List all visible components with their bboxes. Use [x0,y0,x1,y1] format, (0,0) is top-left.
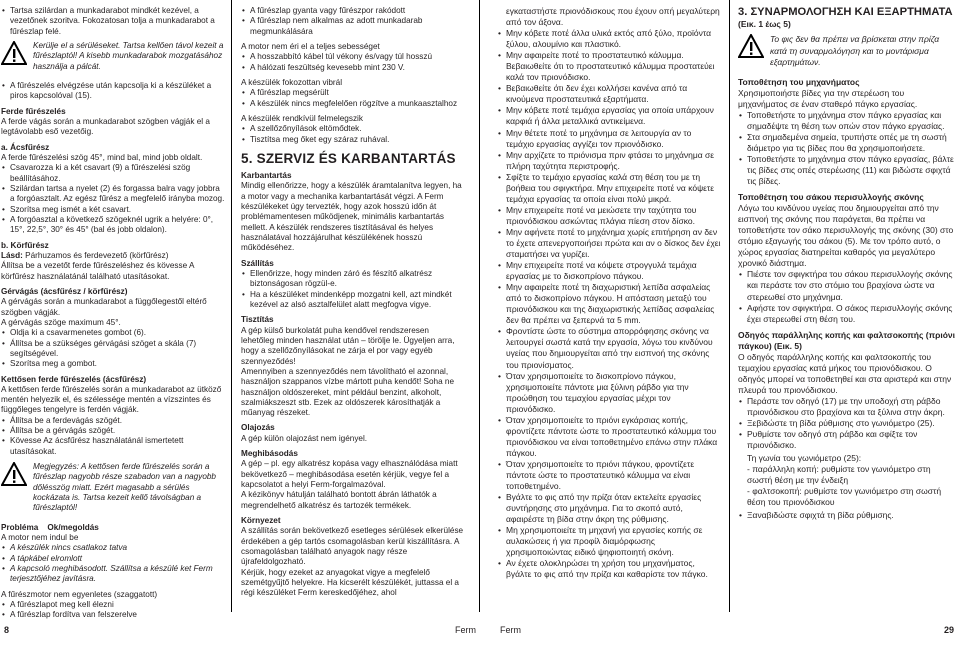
section-heading: a. Ácsfűrész [1,142,50,152]
list-item: • Τοποθετήστε το μηχάνημα στον πάγκο εργασίας και σημαδέψτε τη θέση των οπών στον πάγκο εργασίας. [738,110,956,132]
list-item: • Kövesse Az ácsfűrész használatánál ismertetett utasításokat. [1,436,225,457]
warning-note [1,462,225,517]
section-heading: Τοποθέτηση του μηχανήματος [738,76,860,87]
list-item: • A készülék nincs megfelelően rögzítve a munkaasztalhoz [241,99,464,109]
list-item: • Μην επιχειρείτε ποτέ να κόψετε στρογγυλά τεμάχια εργασίας με το δισκοπρίονο πάγκου. [497,260,721,282]
list-item: • A forgóasztal a következő szögeknél ugrik a helyére: 0°, 15°, 22,5°, 30° és 45° (bal és jobb oldalon). [1,215,225,236]
list-item: • Όταν χρησιμοποιείτε το δισκοπρίονο πάγκου, χρησιμοποιείτε πάντοτε μια ξύλινη ράβδο για την προώθηση του τεμαχίου εργασίας μέχρι τον πριονόδισκο. [497,371,721,415]
chapter-title: 3. ΣΥΝΑΡΜΟΛΟΓΗΣΗ ΚΑΙ ΕΞΑΡΤΗΜΑΤΑ [738,6,953,18]
list-item: • Ha a készüléket mindenképp mozgatni kell, azt mindkét kezével az alsó asztalfelület alatt megfogva vigye. [241,290,464,311]
section-heading: Olajozás [241,423,275,433]
paragraph: Ο οδηγός παράλληλης κοπής και φαλτσοκοπής του τεμαχίου εργασίας κατά μήκος του πριονόδισκου. Ο οδηγός μπορεί να τοποθετηθεί και στα αριστερά και στην πλευρά του πριονόδισκου. [738,351,952,395]
column-4 [738,6,956,523]
paragraph: A ferde vágás során a munkadarabot szögben vágják el a legtávolabb eső vezetőig. [1,116,210,137]
list-item: - φαλτσοκοπή: ρυθμίστε τον γωνιόμετρο στη σωστή θέση του πριονόδισκου [747,486,942,508]
column-divider-right [729,0,730,612]
list-item: • Τοποθετήστε το μηχάνημα στον πάγκο εργασίας, βάλτε τις βίδες στις οπές στερέωσης (11) και βιδώστε σφιχτά τις βίδες. [738,154,956,187]
list-item: • Βγάλτε το φις από την πρίζα όταν εκτελείτε εργασίες συντήρησης στο μηχάνημα. Για το σκοπό αυτό, αφαιρέστε τη βίδα στην άκρη της ρύθμισης. [497,492,721,525]
list-item: • A hosszabbító kábel túl vékony és/vagy túl hosszú [241,52,464,62]
page-number-left: 8 [4,625,10,635]
section-heading: Τοποθέτηση του σάκου περισυλλογής σκόνης [738,192,924,203]
footer-brand-left: Ferm [455,625,476,635]
warning-triangle-icon [1,462,27,486]
list-item: • A szellőzőnyílások eltömődtek. [241,124,464,134]
paragraph: A gérvágás során a munkadarabot a függőlegestől eltérő szögben vágják. [1,297,207,317]
paragraph: A ferde fűrészelési szög 45°, mind bal, mind jobb oldalt. [1,152,203,162]
list-item: • Tisztítsa meg őket egy száraz ruhával. [241,135,464,145]
list-item: • Αφήστε τον σφιγκτήρα. Ο σάκος περισυλλογής σκόνης έχει στερεωθεί στη θέση του. [738,303,956,325]
paragraph: A fűrészmotor nem egyenletes (szaggatott) [1,589,158,599]
list-item: • Σφίξτε το τεμάχιο εργασίας καλά στη θέση του με τη βοήθεια του σφιγκτήρα. Μην επιχειρείτε ποτέ να κόψετε τεμάχια εργασίας τα οποία είναι πολύ μικρά. [497,172,721,205]
list-item: • Στα σημαδεμένα σημεία, τρυπήστε οπές με τη σωστή διάμετρο για τις βίδες που θα χρησιμοποιήσετε. [738,132,956,154]
list-item: • Ξαναβιδώστε σφιχτά τη βίδα ρύθμισης. [738,510,956,521]
list-item: • Φροντίστε ώστε το σύστημα απορρόφησης σκόνης να λειτουργεί σωστά κατά την εργασία, λόγω του κινδύνου υγείας που δημιουργείται από την εισπνοή της σκόνης του πριονίσματος. [497,326,721,370]
paragraph: εγκαταστήστε πριονόδισκους που έχουν οπή μεγαλύτερη από τον άξονα. [506,6,720,28]
list-item: • Szorítsa meg a gombot. [1,359,225,369]
see-text: Párhuzamos és ferdevezető (körfűrész) [22,250,169,260]
warning-text: Kerülje el a sérüléseket. Tartsa kellően távol kezeit a fűrészlaptól! A kisebb munkadarabok mozgatásához használja a pálcát. [33,40,224,71]
list-item: • Tartsa szilárdan a munkadarabot mindkét kezével, a vezetőnek szoritva. Fokozatosan tolja a munkadarabot a fűrészlap felé. [1,6,225,37]
section-heading: Karbantartás [241,170,292,180]
list-item: • Állítsa be a gérvágás szögét. [1,426,225,436]
paragraph: A gérvágás szöge maximum 45°. [1,317,121,327]
list-item: • Περάστε τον οδηγό (17) με την υποδοχή στη ράβδο πριονόδισκου στο βραχίονα και τα ξύλινα στην άκρη. [738,396,956,418]
paragraph: A motor nem éri el a teljes sebességet [241,41,380,51]
paragraph: A gép – pl. egy alkatrész kopása vagy elhasználódása miatt bekövetkező – meghibásodása esetén kérjük, vegye fel a kapcsolatot a helyi Ferm-forgalmazóval. [241,459,458,490]
paragraph: A készülék rendkívül felmelegszik [241,113,363,123]
section-heading: Tisztítás [241,315,274,325]
see-label: Lásd: [1,250,23,260]
list-item: • Μην αφήνετε ποτέ το μηχάνημα χωρίς επιτήρηση αν δεν το έχετε απενεργοποιήσει πρώτα και αν ο δίσκος δεν έχει σταματήσει να γυρίζει. [497,227,721,260]
paragraph: A motor nem indul be [1,533,79,543]
list-item: • Állítsa be a ferdevágás szögét. [1,416,225,426]
paragraph: A kettősen ferde fűrészelés során a munkadarabot az ütköző mentén helyezik el, és szélessége mentén a vízszintes és függőleges tengelyre is ferdén vágják. [1,384,222,415]
paragraph: Állítsa be a vezetőt ferde fűrészeléshez és kövesse A körfűrész használatánál található utasításokat. [1,261,194,281]
list-item: • Ρυθμίστε τον οδηγό στη ράβδο και σφίξτε τον πριονόδισκο. [738,429,956,451]
warning-triangle-icon [1,41,27,65]
list-item: • A fűrészlapot meg kell élezni [1,600,225,610]
paragraph [1,251,225,261]
list-item: • A fűrészlap megsérült [241,88,464,98]
list-item: • Ξεβιδώστε τη βίδα ρύθμισης στο γωνιόμετρο (25). [738,418,956,429]
list-item: • Μη χρησιμοποιείτε τη μηχανή για εργασίες κοπής σε αυλακώσεις ή για προφίλ διαμόρφωσης χρησιμοποιώντας ειδικό ψηφιοποιητή σκόνη. [497,525,721,558]
column-3 [497,6,721,582]
list-item: • Állítsa be a szükséges gérvágási szöget a skála (7) segítségével. [1,339,225,360]
list-item: • A fűrészlap nem alkalmas az adott munkadarab megmunkálására [241,16,464,37]
section-heading: Környezet [241,516,281,526]
section-heading: Kettősen ferde fűrészelés (ácsfűrész) [1,374,147,384]
paragraph: Mindig ellenőrizze, hogy a készülék áramtalanítva legyen, ha a motor vagy a mechanika karbantartását végzi. A Ferm készülékeket úgy tervezték, hogy azok hosszú időn át problémamentesen működjenek, minimális karbantartás mellett. A készülék rendszeres tisztításával és helyes használatával hozzájárulhat készülékének hosszú működéséhez. [241,181,462,253]
list-item: - παράλληλη κοπή: ρυθμίστε τον γωνιόμετρο στη σωστή θέση με την ένδειξη [747,464,931,486]
page-number-right: 29 [944,625,955,635]
column-divider-left [231,0,232,612]
section-heading: Probléma Ok/megoldás [1,522,99,532]
paragraph: Kérjük, hogy ezeket az anyagokat vigye a megfelelő szemétgyűjtő helyekre. Ha kicserélt készülékét, juttassa el a régi készüléket Ferm kereskedőjéhez, ahol [241,567,459,598]
chapter-title: 5. SZERVIZ ÉS KARBANTARTÁS [241,150,456,166]
list-item: • Μην κόβετε ποτέ τεμάχια εργασίας για οποία υπάρχουν καρφιά ή άλλα μεταλλικά αντικείμενα. [497,105,721,127]
list-item: • Μην αφαιρείτε ποτέ το προστατευτικό κάλυμμα. Βεβαιωθείτε ότι το προστατευτικό κάλυμμα προστατεύει καλά τον πριονόδισκο. [497,50,721,83]
section-heading: Szállítás [241,258,274,268]
list-item: • Μην επιχειρείτε ποτέ να μειώσετε την ταχύτητα του πριονόδισκου ασκώντας πλάγια πίεση στον δίσκο. [497,205,721,227]
list-item: • Όταν χρησιμοποιείτε το πριόνι εγκάρσιας κοπής, φροντίζετε πάντοτε ώστε το προστατευτικό κάλυμμα του πριονόδισκου να είναι τοποθετημένο επάνω στην πλάκα πάγκου. [497,415,721,459]
paragraph: Amennyiben a szennyeződés nem távolítható el azonnal, használjon szappanos vízbe mártott puha kendőt! Soha ne használjon oldószereket, mint például benzint, alkoholt, szalmiákszeszt stb. Ezek az oldószerek károsíthatják a műanyag részeket. [241,366,455,418]
list-item: • A fűrészlap gyanta vagy fűrészpor rakódott [241,6,464,16]
list-item: • Μην κόβετε ποτέ άλλα υλικά εκτός από ξύλο, προϊόντα ξύλου, αλουμίνιο και πλαστικό. [497,28,721,50]
list-item: • Oldja ki a csavarmenetes gombot (6). [1,328,225,338]
section-heading: Meghibásodás [241,449,298,459]
list-item: • Μην αφαιρείτε ποτέ τη διαχωριστική λεπίδα ασφαλείας από το δισκοπρίονο πάγκου. Η απόσταση μεταξύ του πριονόδισκου και της διαχωριστικής λεπίδας ασφαλείας δεν θα πρέπει να ξεπερνά τα 5 mm. [497,282,721,326]
list-item: • Μην θέτετε ποτέ το μηχάνημα σε λειτουργία αν το τεμάχιο εργασίας αγγίζει τον πριονόδισκο. [497,128,721,150]
list-item: • A tápkábel elromlott [1,554,225,564]
footer-brand-right: Ferm [500,625,521,635]
list-item: • A kapcsoló meghibásodott. Szállítsa a készülé ket Ferm terjesztőjéhez javításra. [1,564,225,585]
section-heading: Gérvágás (ácsfűrész / körfűrész) [1,286,128,296]
section-heading: b. Körfűrész [1,240,49,250]
paragraph: A gép külső burkolatát puha kendővel rendszeresen lehetőleg minden használat után – törölje le. Ügyeljen arra, hogy a szellőzőnyílásokat ne zárja el por vagy egyéb szennyeződés! [241,325,455,366]
list-item: • Αν έχετε ολοκληρώσει τη χρήση του μηχανήματος, βγάλτε το φις από την πρίζα και καθαρίστε τον πάγκο. [497,558,721,580]
list-item: • Szilárdan tartsa a nyelet (2) és forgassa balra vagy jobbra a forgóasztalt. Az egész fűrész a megfelelő irányba mozog. [1,184,225,205]
paragraph: A szállítás során bekövetkező esetleges sérülések elkerülése érdekében a gép tartós csomagolásban kerül kiszállításra. A csomagolásban található anyagok nagy része újrafeldolgozható. [241,526,464,567]
list-item: • Βεβαιωθείτε ότι δεν έχει κολλήσει κανένα από τα κινούμενα προστατευτικά εξαρτήματα. [497,83,721,105]
figure-reference: (Εικ. 1 έως 5) [738,19,791,30]
paragraph: Χρησιμοποιήστε βίδες για την στερέωση του μηχανήματος σε έναν σταθερό πάγκο εργασίας. [738,87,918,109]
section-heading: Οδηγός παράλληλης κοπής και φαλτσοκοπής (πριόνι πάγκου) (Εικ. 5) [738,329,956,351]
paragraph: Λόγω του κινδύνου υγείας που δημιουργείται από την εισπνοή της σκόνης που παράγεται, θα πρέπει να τοποθετήστε τον σάκο περισυλλογής της σκόνης (30) στο στόμιο εξαγωγής του σάκου (5). Με τον τρόπο αυτό, ο χώρος εργασίας διατηρείται καθαρός για μεγαλύτερο χρονικό διάστημα. [738,203,954,269]
column-1 [1,6,225,623]
list-item: • Ellenőrizze, hogy minden záró és fészítő alkatrész biztonságosan rögzül-e. [241,269,464,290]
list-item: • Szorítsa meg ismét a két csavart. [1,205,225,215]
list-item: • Csavarozza ki a két csavart (9) a fűrészelési szög beállításához. [1,163,225,184]
paragraph: Τη γωνία του γωνιόμετρο (25): [747,453,862,464]
list-item: • A készülék nincs csatlakoz tatva [1,543,225,553]
list-item: • Μην αρχίζετε το πριόνισμα πριν φτάσει το μηχάνημα σε πλήρη ταχύτητα περιστροφής. [497,150,721,172]
warning-note [738,34,956,70]
warning-note [1,41,225,75]
paragraph: A gép külön olajozást nem igényel. [241,433,368,443]
warning-text: Megjegyzés: A kettősen ferde fűrészelés során a fűrészlap nagyobb része szabadon van a nagyobb dőlésszög miatt. Ezért magasabb a sérülés kockázata is. Tartsa kezeit kellő távolságban a fűrészlaptól! [33,462,216,513]
warning-text: Το φις δεν θα πρέπει να βρίσκεται στην πρίζα κατά τη συναρμολόγηση και το μοντάρισμα εξαρτημάτων. [770,34,940,67]
list-item: • A fűrészelés elvégzése után kapcsolja ki a készüléket a piros kapcsolóval (15). [1,81,225,102]
warning-triangle-icon [738,34,764,58]
paragraph: A kézikönyv hátulján található bontott ábrán láthatók a megrendelhető alkatrész és tartozék termékek. [241,490,437,510]
section-heading: Ferde fűrészelés [1,106,66,116]
list-item: • A fűrészlap fordítva van felszerelve [1,610,225,620]
column-2 [241,6,464,602]
column-divider-middle [479,0,480,612]
list-item: • A hálózati feszültség kevesebb mint 230 V. [241,63,464,73]
list-item: • Όταν χρησιμοποιείτε το πριόνι πάγκου, φροντίζετε πάντοτε ώστε το προστατευτικό κάλυμμα να είναι τοποθετημένο. [497,459,721,492]
paragraph: A készülék fokozottan vibrál [241,77,343,87]
list-item: • Πιέστε τον σφιγκτήρα του σάκου περισυλλογής σκόνης και περάστε τον στο στόμιο του βραχίονα ώστε να στερεωθεί στο μηχάνημα. [738,269,956,302]
